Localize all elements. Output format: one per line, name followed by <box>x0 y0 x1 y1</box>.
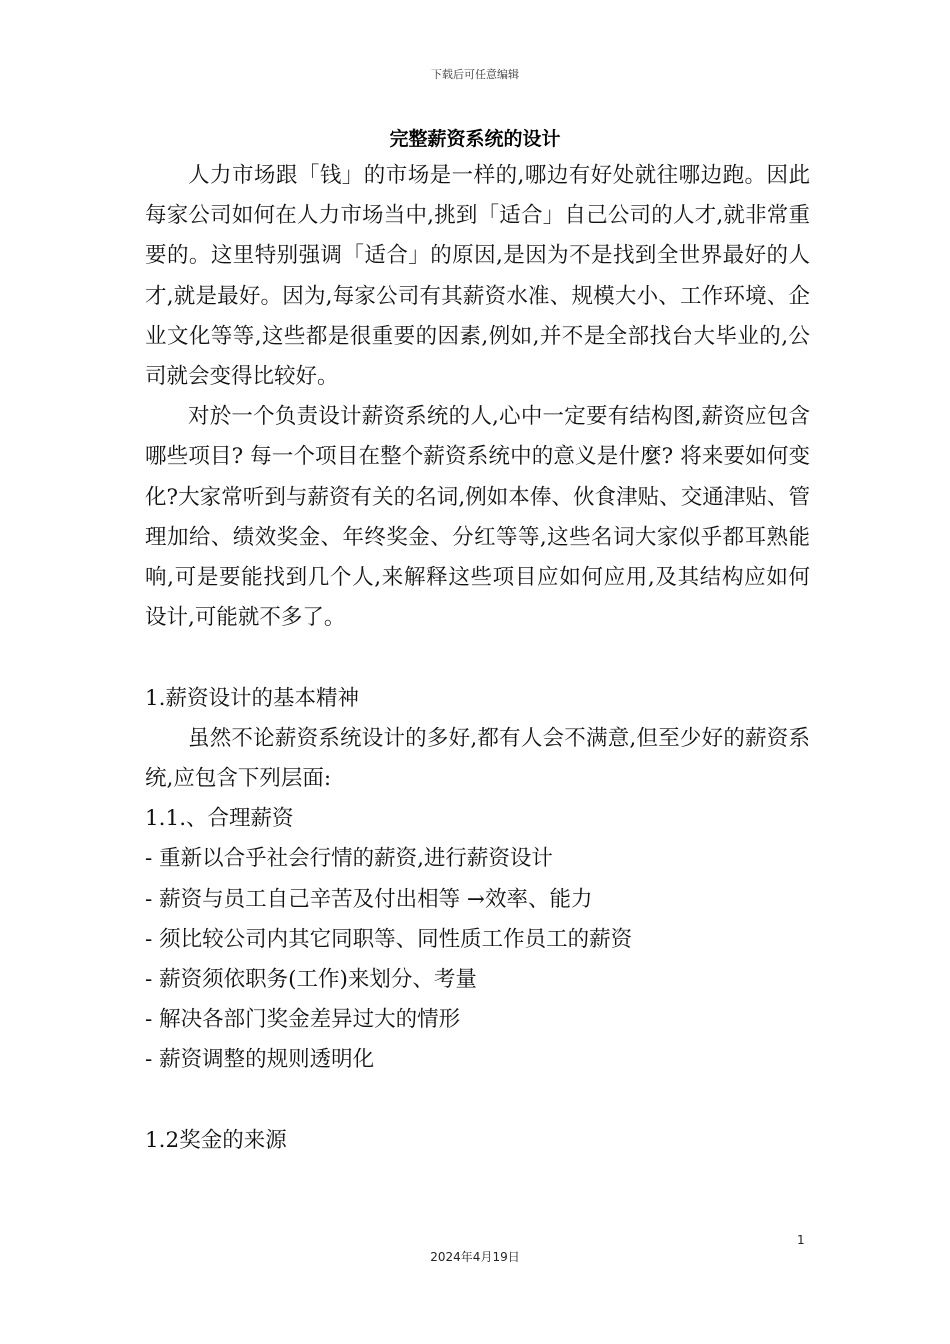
section-intro-paragraph: 虽然不论薪资系统设计的多好,都有人会不满意,但至少好的薪资系统,应包含下列层面: <box>145 725 810 792</box>
footer-date: 2024年4月19日 <box>430 1250 520 1264</box>
subsection-heading: 1.2奖金的来源 <box>145 1127 287 1153</box>
subsection-heading: 1.1.、合理薪资 <box>145 806 294 832</box>
blank-line <box>145 638 810 678</box>
bullet-item: - 薪资调整的规则透明化 <box>145 1047 375 1073</box>
bullet-item: - 薪资须依职务(工作)来划分、考量 <box>145 967 477 993</box>
document-body <box>145 156 810 1161</box>
bullet-item: - 须比较公司内其它同职等、同性质工作员工的薪资 <box>145 926 633 952</box>
bullet-item: - 重新以合乎社会行情的薪资,进行薪资设计 <box>145 846 553 872</box>
structure-paragraph: 对於一个负责设计薪资系统的人,心中一定要有结构图,薪资应包含哪些项目? 每一个项目在整个薪资系统中的意义是什麼? 将来要如何变化?大家常听到与薪资有关的名词,例如本俸、伙食津贴、交通津贴、管理加给、绩效奖金、年终奖金、分红等等,这些名词大家似乎都耳熟能响,可是要能找到几个人,来解释这些项目应如何应用,及其结构应如何设计,可能就不多了。 <box>145 404 810 631</box>
bullet-item: - 解决各部门奖金差异过大的情形 <box>145 1007 461 1033</box>
header-note: 下载后可任意编辑 <box>431 68 519 81</box>
page-number: 1 <box>797 1233 805 1247</box>
bullet-item: - 薪资与员工自己辛苦及付出相等 →效率、能力 <box>145 886 593 912</box>
document-title: 完整薪资系统的设计 <box>389 128 561 150</box>
intro-paragraph: 人力市场跟「钱」的市场是一样的,哪边有好处就往哪边跑。因此每家公司如何在人力市场当中,挑到「适合」自己公司的人才,就非常重要的。这里特别强调「适合」的原因,是因为不是找到全世界最好的人才,就是最好。因为,每家公司有其薪资水准、规模大小、工作环境、企业文化等等,这些都是很重要的因素,例如,并不是全部找台大毕业的,公司就会变得比较好。 <box>145 163 810 390</box>
blank-line <box>145 1081 810 1121</box>
section-heading: 1.薪资设计的基本精神 <box>145 685 360 711</box>
